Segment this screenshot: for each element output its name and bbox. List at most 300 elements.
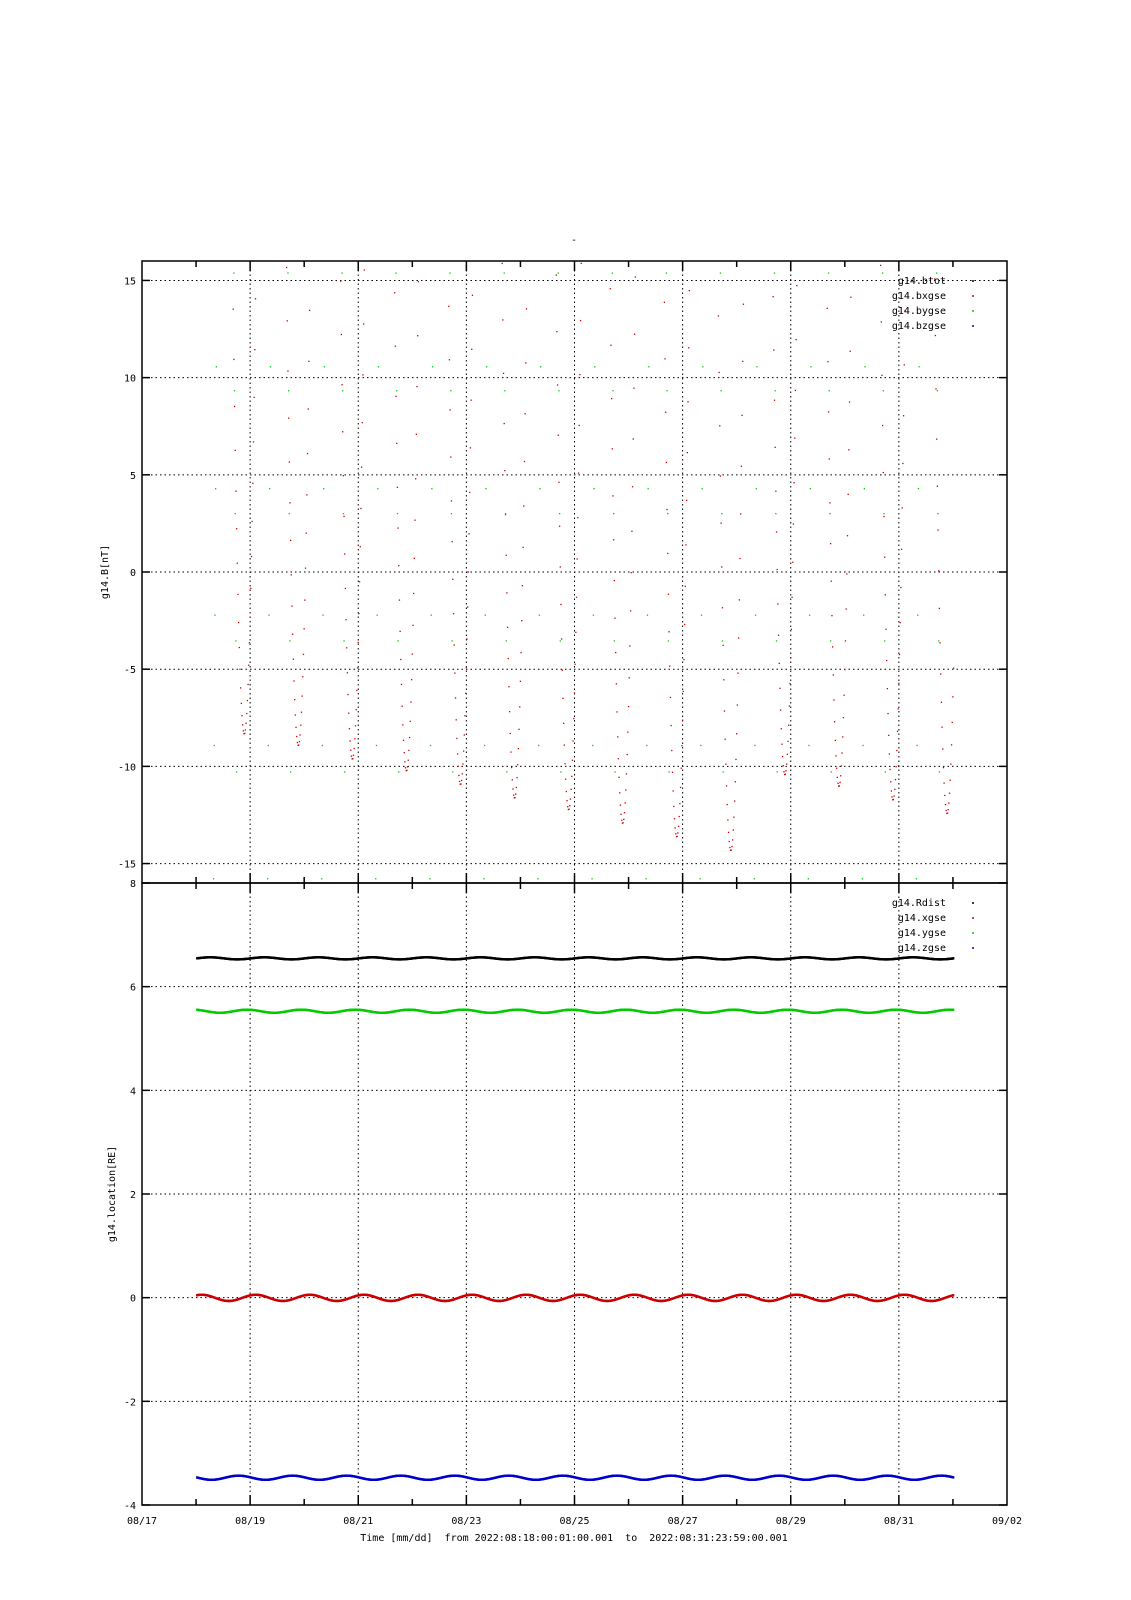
data-point xyxy=(835,755,836,756)
data-point xyxy=(417,335,418,336)
data-point xyxy=(681,745,682,746)
data-point xyxy=(737,673,738,674)
data-point xyxy=(620,804,621,805)
data-point xyxy=(775,513,776,514)
data-point xyxy=(252,483,253,484)
data-point xyxy=(376,745,377,746)
data-point xyxy=(679,816,680,817)
data-point xyxy=(829,458,830,459)
data-point xyxy=(523,505,524,506)
data-point xyxy=(357,667,358,668)
data-point xyxy=(776,640,777,641)
data-point xyxy=(668,594,669,595)
data-point xyxy=(883,516,884,517)
data-point xyxy=(454,644,455,645)
data-point xyxy=(672,772,673,773)
data-point xyxy=(509,711,510,712)
data-point xyxy=(506,592,507,593)
data-point xyxy=(840,775,841,776)
data-point xyxy=(592,745,593,746)
data-point xyxy=(241,703,242,704)
data-point xyxy=(572,760,573,761)
data-point xyxy=(352,758,353,759)
data-point xyxy=(524,461,525,462)
data-point xyxy=(678,826,679,827)
data-point xyxy=(721,513,722,514)
data-point xyxy=(833,674,834,675)
data-point xyxy=(950,780,951,781)
data-point xyxy=(619,792,620,793)
data-point xyxy=(952,696,953,697)
data-point xyxy=(900,622,901,623)
data-point xyxy=(895,779,896,780)
data-point xyxy=(682,720,683,721)
data-point xyxy=(516,777,517,778)
data-point xyxy=(408,760,409,761)
data-point xyxy=(291,605,292,606)
data-point xyxy=(843,717,844,718)
data-point xyxy=(612,390,613,391)
data-point xyxy=(783,771,784,772)
data-point xyxy=(808,878,809,879)
data-point xyxy=(850,351,851,352)
data-point xyxy=(882,425,883,426)
data-point xyxy=(399,631,400,632)
data-point xyxy=(939,771,940,772)
data-point xyxy=(577,517,578,518)
data-point xyxy=(937,486,938,487)
legend-marker xyxy=(972,310,974,312)
data-point xyxy=(566,791,567,792)
data-point xyxy=(563,723,564,724)
data-point xyxy=(916,878,917,879)
data-point xyxy=(354,748,355,749)
data-point xyxy=(358,613,359,614)
data-point xyxy=(289,502,290,503)
data-point xyxy=(737,704,738,705)
data-point xyxy=(885,771,886,772)
data-point xyxy=(953,1294,954,1296)
data-point xyxy=(518,748,519,749)
data-point xyxy=(299,734,300,735)
data-point xyxy=(484,745,485,746)
data-point xyxy=(829,502,830,503)
data-point xyxy=(308,408,309,409)
data-point xyxy=(506,555,507,556)
data-point xyxy=(450,390,451,391)
data-point xyxy=(883,390,884,391)
data-point xyxy=(786,763,787,764)
data-point xyxy=(235,450,236,451)
data-point xyxy=(617,736,618,737)
data-point xyxy=(288,418,289,419)
data-point xyxy=(408,750,409,751)
data-point xyxy=(235,490,236,491)
data-point xyxy=(733,817,734,818)
data-point xyxy=(512,788,513,789)
data-point xyxy=(729,847,730,848)
series-g14.ygse xyxy=(196,1008,954,1014)
data-point xyxy=(291,574,292,575)
data-point xyxy=(234,390,235,391)
data-point xyxy=(353,755,354,756)
data-point xyxy=(787,754,788,755)
data-point xyxy=(562,670,563,671)
y-tick-label: -15 xyxy=(117,859,136,871)
data-point xyxy=(740,513,741,514)
data-point xyxy=(293,659,294,660)
data-point xyxy=(795,339,796,340)
data-point xyxy=(240,687,241,688)
data-point xyxy=(348,713,349,714)
legend-marker xyxy=(972,295,974,297)
data-point xyxy=(837,783,838,784)
data-point xyxy=(754,878,755,879)
data-point xyxy=(485,615,486,616)
data-point xyxy=(235,640,236,641)
data-point xyxy=(270,366,271,367)
data-point xyxy=(629,645,630,646)
data-point xyxy=(917,615,918,616)
data-point xyxy=(810,488,811,489)
data-point xyxy=(830,640,831,641)
data-point xyxy=(466,638,467,639)
y-tick-label: 10 xyxy=(123,373,136,385)
data-point xyxy=(953,957,954,959)
data-point xyxy=(236,771,237,772)
data-point xyxy=(508,686,509,687)
data-point xyxy=(884,640,885,641)
data-point xyxy=(414,558,415,559)
data-point xyxy=(354,738,355,739)
data-point xyxy=(517,764,518,765)
data-point xyxy=(899,654,900,655)
data-point xyxy=(514,797,515,798)
data-point xyxy=(935,388,936,389)
data-point xyxy=(732,839,733,840)
data-point xyxy=(850,297,851,298)
data-point xyxy=(625,802,626,803)
data-point xyxy=(668,640,669,641)
data-point xyxy=(937,513,938,514)
data-point xyxy=(733,829,734,830)
data-point xyxy=(841,765,842,766)
data-point xyxy=(410,701,411,702)
data-point xyxy=(358,642,359,643)
data-point xyxy=(254,397,255,398)
data-point xyxy=(942,748,943,749)
data-point xyxy=(666,272,667,273)
data-point xyxy=(677,832,678,833)
data-point xyxy=(342,390,343,391)
data-point xyxy=(342,431,343,432)
data-point xyxy=(397,640,398,641)
data-point xyxy=(781,744,782,745)
data-point xyxy=(286,267,287,268)
data-point xyxy=(288,390,289,391)
data-point xyxy=(618,758,619,759)
data-point xyxy=(722,640,723,641)
data-series xyxy=(196,956,954,1481)
data-point xyxy=(754,745,755,746)
data-point xyxy=(827,361,828,362)
data-point xyxy=(403,740,404,741)
data-point xyxy=(471,349,472,350)
data-point xyxy=(537,878,538,879)
data-point xyxy=(622,822,623,823)
data-point xyxy=(306,532,307,533)
data-point xyxy=(215,488,216,489)
data-point xyxy=(897,731,898,732)
data-point xyxy=(507,627,508,628)
data-point xyxy=(614,617,615,618)
data-point xyxy=(841,752,842,753)
data-point xyxy=(451,513,452,514)
data-point xyxy=(343,475,344,476)
data-point xyxy=(305,568,306,569)
data-point xyxy=(349,728,350,729)
data-point xyxy=(559,526,560,527)
data-point xyxy=(355,725,356,726)
data-point xyxy=(727,804,728,805)
data-point xyxy=(918,488,919,489)
data-point xyxy=(725,763,726,764)
data-point xyxy=(724,710,725,711)
data-point xyxy=(666,462,667,463)
data-point xyxy=(742,361,743,362)
data-point xyxy=(893,799,894,800)
data-point xyxy=(702,366,703,367)
data-point xyxy=(787,741,788,742)
data-point xyxy=(413,593,414,594)
data-point xyxy=(646,745,647,746)
data-point xyxy=(862,745,863,746)
data-point xyxy=(364,269,365,270)
data-point xyxy=(679,803,680,804)
data-point xyxy=(245,723,246,724)
data-point xyxy=(410,721,411,722)
data-point xyxy=(675,827,676,828)
data-point xyxy=(613,513,614,514)
data-point xyxy=(781,728,782,729)
data-point xyxy=(560,771,561,772)
data-point xyxy=(734,800,735,801)
data-point xyxy=(918,366,919,367)
data-point xyxy=(615,652,616,653)
data-point xyxy=(610,345,611,346)
data-point xyxy=(623,819,624,820)
data-point xyxy=(839,785,840,786)
data-point xyxy=(574,692,575,693)
data-point xyxy=(307,453,308,454)
data-point xyxy=(451,500,452,501)
data-point xyxy=(904,364,905,365)
data-point xyxy=(376,615,377,616)
data-point xyxy=(900,587,901,588)
data-point xyxy=(351,756,352,757)
data-point xyxy=(503,373,504,374)
data-point xyxy=(287,370,288,371)
data-point xyxy=(558,272,559,273)
data-point xyxy=(670,697,671,698)
data-point xyxy=(398,771,399,772)
data-point xyxy=(720,522,721,523)
data-point xyxy=(689,290,690,291)
data-point xyxy=(397,527,398,528)
data-point xyxy=(461,780,462,781)
data-point xyxy=(739,599,740,600)
data-point xyxy=(456,738,457,739)
location-panel xyxy=(107,879,1007,1512)
data-point xyxy=(945,804,946,805)
data-point xyxy=(346,647,347,648)
data-point xyxy=(238,622,239,623)
data-point xyxy=(941,702,942,703)
data-point xyxy=(304,628,305,629)
data-point xyxy=(520,681,521,682)
data-point xyxy=(675,833,676,834)
data-point xyxy=(953,667,954,668)
data-point xyxy=(429,878,430,879)
data-point xyxy=(849,401,850,402)
data-point xyxy=(782,756,783,757)
data-point xyxy=(891,790,892,791)
data-point xyxy=(456,719,457,720)
data-point xyxy=(431,488,432,489)
data-point xyxy=(323,488,324,489)
data-point xyxy=(244,733,245,734)
data-point xyxy=(412,653,413,654)
data-point xyxy=(294,699,295,700)
data-point xyxy=(302,676,303,677)
data-point xyxy=(829,390,830,391)
data-point xyxy=(526,308,527,309)
data-point xyxy=(449,409,450,410)
data-point xyxy=(511,767,512,768)
data-point xyxy=(837,777,838,778)
data-point xyxy=(593,615,594,616)
data-point xyxy=(683,691,684,692)
data-point xyxy=(468,571,469,572)
data-point xyxy=(674,818,675,819)
data-point xyxy=(322,615,323,616)
data-point xyxy=(627,732,628,733)
data-point xyxy=(566,800,567,801)
data-point xyxy=(621,820,622,821)
data-point xyxy=(948,809,949,810)
data-point xyxy=(626,773,627,774)
data-point xyxy=(666,390,667,391)
data-point xyxy=(347,694,348,695)
data-point xyxy=(778,635,779,636)
data-point xyxy=(848,449,849,450)
data-point xyxy=(345,619,346,620)
legend-label: g14.bzgse xyxy=(891,321,946,332)
data-point xyxy=(290,771,291,772)
data-point xyxy=(504,423,505,424)
data-point xyxy=(540,366,541,367)
data-point xyxy=(362,422,363,423)
data-point xyxy=(467,606,468,607)
data-point xyxy=(667,513,668,514)
data-point xyxy=(350,750,351,751)
data-point xyxy=(941,727,942,728)
data-point xyxy=(296,736,297,737)
data-point xyxy=(406,770,407,771)
data-point xyxy=(378,366,379,367)
data-point xyxy=(950,763,951,764)
data-point xyxy=(469,492,470,493)
data-point xyxy=(777,569,778,570)
data-point xyxy=(881,375,882,376)
data-point xyxy=(880,265,881,266)
data-point xyxy=(399,599,400,600)
y-axis-ticks xyxy=(118,276,1007,870)
data-point xyxy=(560,566,561,567)
data-point xyxy=(790,657,791,658)
y-tick-label: 0 xyxy=(129,568,136,579)
data-point xyxy=(483,878,484,879)
data-point xyxy=(835,740,836,741)
data-point xyxy=(938,640,939,641)
data-point xyxy=(470,447,471,448)
data-point xyxy=(720,390,721,391)
data-point xyxy=(344,553,345,554)
data-point xyxy=(833,699,834,700)
data-point xyxy=(344,771,345,772)
data-point xyxy=(943,782,944,783)
data-point xyxy=(618,777,619,778)
series-g14.bxgse xyxy=(233,263,955,851)
data-point xyxy=(581,263,582,264)
data-point xyxy=(321,878,322,879)
y-tick-label: 15 xyxy=(123,276,136,288)
data-point xyxy=(722,645,723,646)
data-point xyxy=(720,272,721,273)
data-point xyxy=(847,535,848,536)
data-point xyxy=(725,739,726,740)
series-g14.bygse xyxy=(213,272,940,879)
data-point xyxy=(680,787,681,788)
data-point xyxy=(464,715,465,716)
data-point xyxy=(664,358,665,359)
data-point xyxy=(556,274,557,275)
data-point xyxy=(683,659,684,660)
data-point xyxy=(779,688,780,689)
data-point xyxy=(947,812,948,813)
data-point xyxy=(402,724,403,725)
data-point xyxy=(888,735,889,736)
data-point xyxy=(418,281,419,282)
data-point xyxy=(405,767,406,768)
data-point xyxy=(591,878,592,879)
data-point xyxy=(404,761,405,762)
data-point xyxy=(539,488,540,489)
data-point xyxy=(233,309,234,310)
data-point xyxy=(943,767,944,768)
data-point xyxy=(504,470,505,471)
data-point xyxy=(303,654,304,655)
data-point xyxy=(470,400,471,401)
data-point xyxy=(412,625,413,626)
data-point xyxy=(579,425,580,426)
data-point xyxy=(452,771,453,772)
data-point xyxy=(558,435,559,436)
data-point xyxy=(620,814,621,815)
data-point xyxy=(810,366,811,367)
data-point xyxy=(687,401,688,402)
data-point xyxy=(891,796,892,797)
